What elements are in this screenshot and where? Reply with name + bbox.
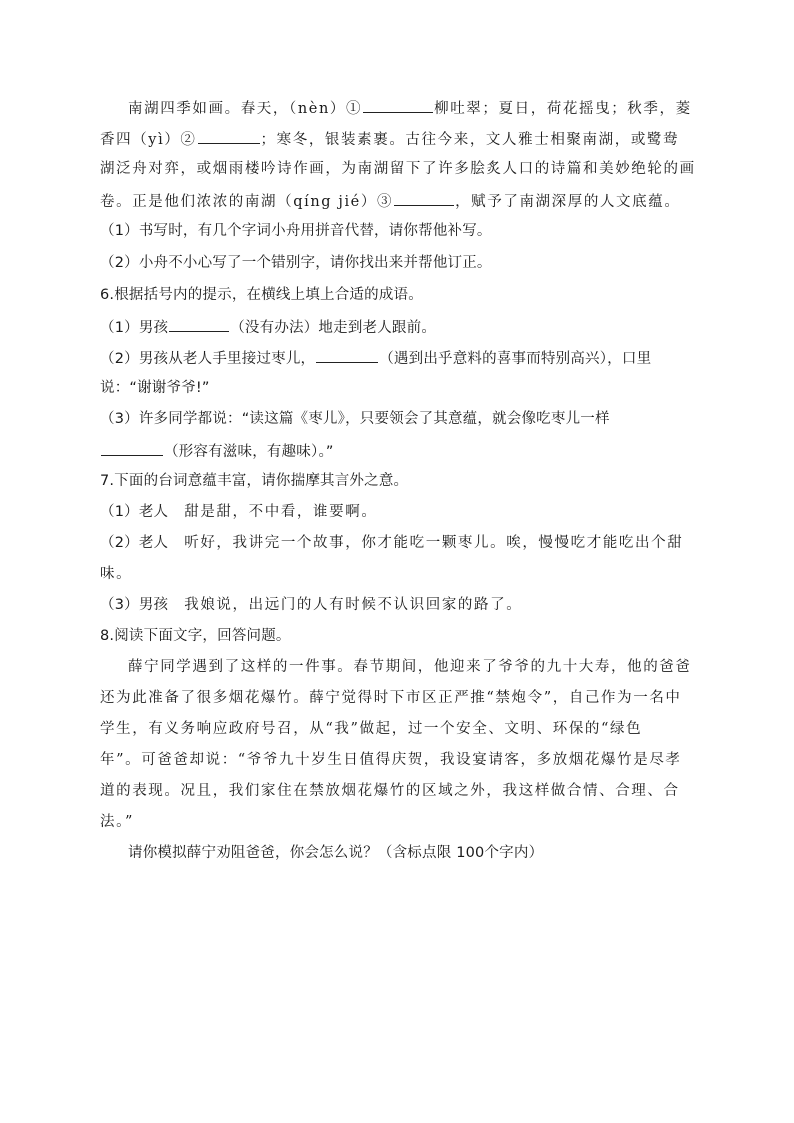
passage-line-3: 湖泛舟对弈，或烟雨楼吟诗作画，为南湖留下了许多脍炙人口的诗篇和美妙绝轮的画 (100, 161, 696, 177)
passage-text: ；寒冬，银装素裹。古往今来，文人雅士相聚南湖，或鹭鸯 (260, 132, 680, 148)
speaker-label: （2）老人 (100, 535, 169, 551)
answer-blank-2[interactable] (198, 128, 260, 144)
speaker-label: （3）男孩 (100, 597, 169, 613)
q6-sub2-cont: 说：“谢谢爷爷!” (100, 380, 210, 396)
passage-line-4 (100, 190, 700, 212)
dialogue-text: 听好，我讲完一个故事，你才能吃一颗枣儿。唉，慢慢吃才能吃出个甜 (184, 535, 684, 551)
q8-para-line-5: 道的表现。况且，我们家住在禁放烟花爆竹的区域之外，我这样做合情、合理、合 (100, 783, 680, 799)
q6-sub3: （3）许多同学都说：“读这篇《枣儿》，只要领会了其意蕴，就会像吃枣儿一样 (100, 411, 610, 427)
q5-sub2: （2）小舟不小心写了一个错别字，请你找出来并帮他订正。 (100, 255, 492, 271)
q7-sub2 (100, 533, 700, 553)
q6-sub1 (100, 316, 700, 338)
passage-text: 南湖四季如画。春天，（nèn）① (128, 101, 363, 117)
answer-blank-q6-2[interactable] (316, 347, 378, 363)
q8-para-line-1: 薛宁同学遇到了这样的一件事。春节期间，他迎来了爷爷的九十大寿，他的爸爸 (128, 659, 692, 675)
q6-sub3-hint: （形容有滋味，有趣味）。” (164, 444, 334, 460)
dialogue-text: 我娘说，出远门的人有时候不认识回家的路了。 (184, 597, 523, 613)
passage-line-2 (100, 128, 700, 150)
q8-title: 8.阅读下面文字，回答问题。 (100, 628, 291, 644)
q6-sub2-label: （2）男孩从老人手里接过枣儿， (100, 351, 316, 367)
q7-sub3 (100, 595, 700, 615)
q6-sub1-hint: （没有办法）地走到老人跟前。 (230, 320, 437, 336)
dialogue-text: 甜是甜，不中看，谁要啊。 (184, 504, 378, 520)
answer-blank-q6-3[interactable] (101, 440, 163, 456)
q8-para-line-6: 法。” (100, 814, 134, 830)
q8-para-line-4: 年”。可爸爸却说：“爷爷九十岁生日值得庆贺，我设宴请客，多放烟花爆竹是尽孝 (100, 752, 682, 768)
passage-text: 香四（yì）② (100, 132, 197, 148)
q7-sub1 (100, 502, 700, 522)
q6-sub2 (100, 347, 700, 369)
passage-text: ，赋予了南湖深厚的人文底蕴。 (455, 194, 681, 210)
q8-para-line-3: 学生，有义务响应政府号召，从“我”做起，过一个安全、文明、环保的“绿色 (100, 721, 643, 737)
passage-text: 柳吐翠；夏日，荷花摇曳；秋季，菱 (434, 101, 692, 117)
passage-line-1 (128, 97, 700, 119)
passage-text: 卷。正是他们浓浓的南湖（qíng jié）③ (100, 194, 394, 210)
q8-prompt: 请你模拟薛宁劝阻爸爸，你会怎么说？（含标点限 100个字内） (128, 845, 544, 861)
q6-title: 6.根据括号内的提示，在横线上填上合适的成语。 (100, 287, 423, 303)
q7-title: 7.下面的台词意蕴丰富，请你揣摩其言外之意。 (100, 473, 409, 489)
answer-blank-3[interactable] (394, 190, 454, 206)
q6-sub2-hint: （遇到出乎意料的喜事而特别高兴），口里 (379, 351, 652, 367)
q6-sub1-label: （1）男孩 (100, 320, 169, 336)
q6-sub3-cont (100, 440, 700, 462)
answer-blank-1[interactable] (363, 97, 433, 113)
q8-para-line-2: 还为此准备了很多烟花爆竹。薛宁觉得时下市区正严推“禁炮令”，自己作为一名中 (100, 690, 682, 706)
q7-sub2-cont: 味。 (100, 566, 133, 582)
answer-blank-q6-1[interactable] (169, 316, 229, 332)
speaker-label: （1）老人 (100, 504, 169, 520)
q5-sub1: （1）书写时，有几个字词小舟用拼音代替，请你帮他补写。 (100, 223, 492, 239)
